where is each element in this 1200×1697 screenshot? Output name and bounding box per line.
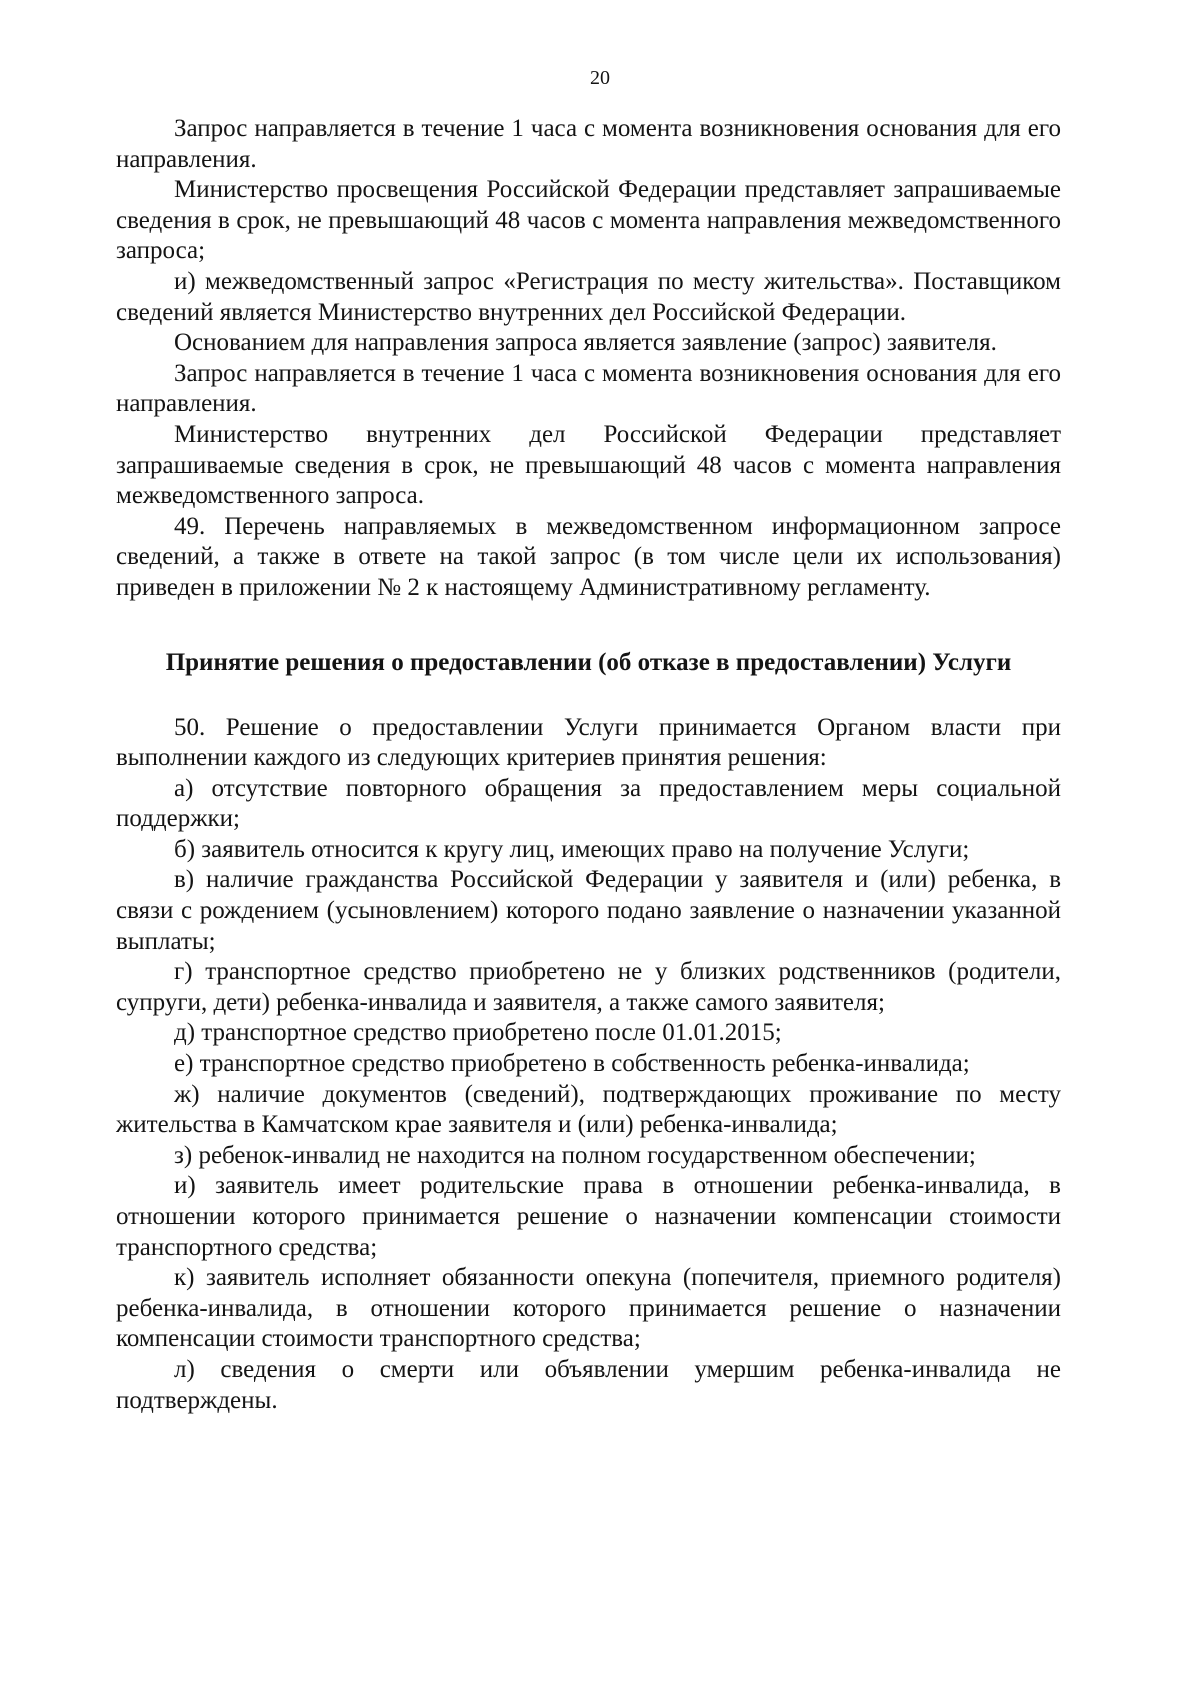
paragraph-request-timing-2: Запрос направляется в течение 1 часа с момента возникновения основания для его направления. [116,359,1061,418]
document-body [116,114,1061,1416]
criterion-b: б) заявитель относится к кругу лиц, имеющих право на получение Услуги; [174,835,970,863]
criterion-g: г) транспортное средство приобретено не у близких родственников (родители, супруги, дети) ребенка-инвалида и заявителя, а также самого заявителя; [116,958,1061,1016]
criterion-e: е) транспортное средство приобретено в собственность ребенка-инвалида; [174,1050,970,1078]
section-heading: Принятие решения о предоставлении (об отказе в предоставлении) Услуги [165,648,1012,676]
paragraph-registration-request: и) межведомственный запрос «Регистрация по месту жительства». Поставщиком сведений является Министерство внутренних дел Российской Федерации. [116,267,1061,326]
criterion-d: д) транспортное средство приобретено после 01.01.2015; [174,1019,782,1047]
criterion-k: к) заявитель исполняет обязанности опекуна (попечителя, приемного родителя) ребенка-инвалида, в отношении которого принимается решение о назначении компенсации стоимости транспортного средства; [116,1264,1061,1353]
criterion-l: л) сведения о смерти или объявлении умершим ребенка-инвалида не подтверждены. [116,1355,1061,1414]
paragraph-interior-ministry: Министерство внутренних дел Российской Федерации представляет запрашиваемые сведения в срок, не превышающий 48 часов с момента направления межведомственного запроса. [116,420,1061,510]
paragraph-education-ministry: Министерство просвещения Российской Федерации представляет запрашиваемые сведения в срок, не превышающий 48 часов с момента направления межведомственного запроса; [116,176,1061,265]
criterion-a: а) отсутствие повторного обращения за предоставлением меры социальной поддержки; [116,774,1061,833]
paragraph-item-49: 49. Перечень направляемых в межведомственном информационном запросе сведений, а также в ответе на такой запрос (в том числе цели их использования) приведен в приложении № 2 к настоящему Административному регламенту. [116,512,1061,601]
criterion-i: и) заявитель имеет родительские права в отношении ребенка-инвалида, в отношении которого принимается решение о назначении компенсации стоимости транспортного средства; [116,1172,1061,1261]
criterion-zh: ж) наличие документов (сведений), подтверждающих проживание по месту жительства в Камчатском крае заявителя и (или) ребенка-инвалида; [116,1080,1061,1139]
paragraph-item-50: 50. Решение о предоставлении Услуги принимается Органом власти при выполнении каждого из следующих критериев принятия решения: [116,713,1061,772]
paragraph-request-timing: Запрос направляется в течение 1 часа с момента возникновения основания для его направления. [116,115,1061,173]
criterion-v: в) наличие гражданства Российской Федерации у заявителя и (или) ребенка, в связи с рождением (усыновлением) которого подано заявление о назначении указанной выплаты; [116,866,1061,955]
criterion-z: з) ребенок-инвалид не находится на полном государственном обеспечении; [174,1141,976,1169]
paragraph-request-basis: Основанием для направления запроса является заявление (запрос) заявителя. [174,329,997,357]
page-number: 20 [590,67,610,89]
